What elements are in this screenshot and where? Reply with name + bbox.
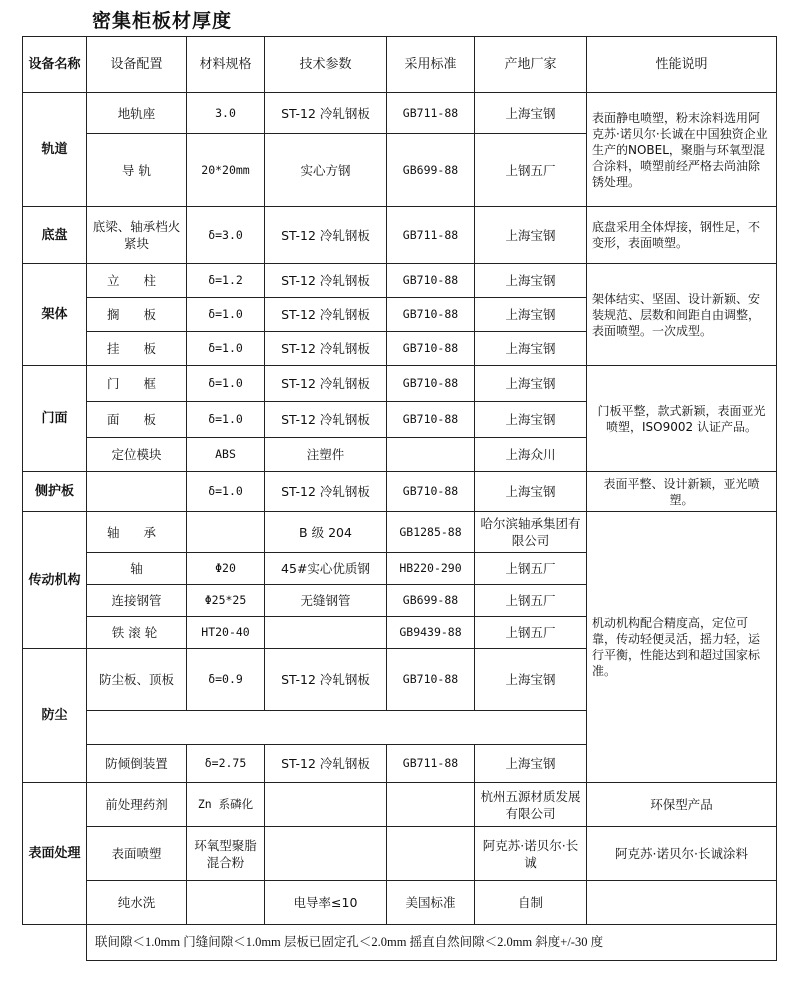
table-row (23, 512, 777, 553)
cell-maker: 上钢五厂 (475, 134, 587, 207)
category-side: 侧护板 (23, 472, 87, 512)
footer-text: 联间隙＜1.0mm 门缝间隙＜1.0mm 层板已固定孔＜2.0mm 摇直自然间隙＜2.0mm 斜度+/-30 度 (87, 925, 777, 961)
cell-tech: ST-12 冷轧钢板 (265, 332, 387, 366)
cell-spec: HT20-40 (187, 617, 265, 649)
cell-spec: δ=1.0 (187, 402, 265, 438)
cell-standard: GB1285-88 (387, 512, 475, 553)
cell-standard (387, 783, 475, 827)
cell-tech: B 级 204 (265, 512, 387, 553)
header-spec: 材料规格 (187, 37, 265, 93)
category-frame: 架体 (23, 264, 87, 366)
cell-spec: δ=2.75 (187, 745, 265, 783)
cell-standard: GB710-88 (387, 264, 475, 298)
cell-tech: 电导率≤10 (265, 881, 387, 925)
cell-config: 面 板 (87, 402, 187, 438)
note-side: 表面平整、设计新颖，亚光喷塑。 (587, 472, 777, 512)
page-title: 密集柜板材厚度 (92, 10, 233, 32)
cell-standard: 美国标准 (387, 881, 475, 925)
cell-standard: GB710-88 (387, 332, 475, 366)
cell-spec: 环氧型聚脂混合粉 (187, 827, 265, 881)
cell-tech: 45#实心优质钢 (265, 553, 387, 585)
footer-blank (23, 925, 87, 961)
cell-maker: 上钢五厂 (475, 585, 587, 617)
cell-spec: δ=0.9 (187, 649, 265, 711)
cell-tech: ST-12 冷轧钢板 (265, 207, 387, 264)
cell-spec: Zn 系磷化 (187, 783, 265, 827)
cell-maker: 上海宝钢 (475, 745, 587, 783)
cell-config: 挂 板 (87, 332, 187, 366)
cell-config: 门 框 (87, 366, 187, 402)
cell-tech: ST-12 冷轧钢板 (265, 366, 387, 402)
cell-tech (265, 617, 387, 649)
cell-maker: 上海宝钢 (475, 332, 587, 366)
cell-standard: GB699-88 (387, 585, 475, 617)
cell-standard: GB710-88 (387, 649, 475, 711)
cell-tech: 无缝钢管 (265, 585, 387, 617)
note-chassis: 底盘采用全体焊接，钢性足，不变形，表面喷塑。 (587, 207, 777, 264)
cell-spec: δ=1.0 (187, 366, 265, 402)
cell-config: 立 柱 (87, 264, 187, 298)
cell-perf: 阿克苏·诺贝尔·长诚涂料 (587, 827, 777, 881)
cell-config: 防尘板、顶板 (87, 649, 187, 711)
cell-spec: δ=1.0 (187, 472, 265, 512)
cell-standard: GB9439-88 (387, 617, 475, 649)
header-row (23, 37, 777, 93)
cell-standard: GB699-88 (387, 134, 475, 207)
cell-spec: Φ20 (187, 553, 265, 585)
cell-tech: 注塑件 (265, 438, 387, 472)
cell-config: 导 轨 (87, 134, 187, 207)
cell-spec: δ=3.0 (187, 207, 265, 264)
cell-maker: 上海众川 (475, 438, 587, 472)
table-row (23, 783, 777, 827)
cell-maker: 自制 (475, 881, 587, 925)
table-row (23, 264, 777, 298)
cell-maker: 上海宝钢 (475, 264, 587, 298)
table-row (23, 366, 777, 402)
table-row (23, 827, 777, 881)
cell-maker: 上钢五厂 (475, 553, 587, 585)
cell-standard (387, 827, 475, 881)
cell-standard: HB220-290 (387, 553, 475, 585)
table-row (23, 881, 777, 925)
cell-maker: 阿克苏·诺贝尔·长诚 (475, 827, 587, 881)
category-track: 轨道 (23, 93, 87, 207)
cell-config: 纯水洗 (87, 881, 187, 925)
cell-tech: ST-12 冷轧钢板 (265, 745, 387, 783)
cell-spec: δ=1.0 (187, 298, 265, 332)
table-row (23, 93, 777, 134)
cell-maker: 上海宝钢 (475, 649, 587, 711)
cell-maker: 上海宝钢 (475, 402, 587, 438)
cell-perf: 环保型产品 (587, 783, 777, 827)
cell-tech: ST-12 冷轧钢板 (265, 472, 387, 512)
cell-tech: ST-12 冷轧钢板 (265, 402, 387, 438)
cell-maker: 上海宝钢 (475, 207, 587, 264)
cell-config: 搁 板 (87, 298, 187, 332)
cell-tech: 实心方钢 (265, 134, 387, 207)
cell-tech: ST-12 冷轧钢板 (265, 298, 387, 332)
category-chassis: 底盘 (23, 207, 87, 264)
category-door: 门面 (23, 366, 87, 472)
note-frame: 架体结实、坚固、设计新颖、安装规范、层数和间距自由调整，表面喷塑。一次成型。 (587, 264, 777, 366)
header-standard: 采用标准 (387, 37, 475, 93)
cell-config: 定位模块 (87, 438, 187, 472)
cell-tech (265, 827, 387, 881)
cell-spec: δ=1.0 (187, 332, 265, 366)
category-drive: 传动机构 (23, 512, 87, 649)
cell-maker: 上海宝钢 (475, 298, 587, 332)
cell-config: 轴 承 (87, 512, 187, 553)
cell-standard: GB711-88 (387, 745, 475, 783)
header-tech: 技术参数 (265, 37, 387, 93)
cell-spec: Φ25*25 (187, 585, 265, 617)
note-door: 门板平整，款式新颖，表面亚光喷塑，ISO9002 认证产品。 (587, 366, 777, 472)
header-config: 设备配置 (87, 37, 187, 93)
empty-cell (87, 711, 587, 745)
cell-config: 防倾倒装置 (87, 745, 187, 783)
spec-table (22, 36, 777, 961)
cell-standard: GB710-88 (387, 298, 475, 332)
cell-tech: ST-12 冷轧钢板 (265, 649, 387, 711)
cell-maker: 上海宝钢 (475, 472, 587, 512)
cell-standard: GB711-88 (387, 207, 475, 264)
cell-maker: 杭州五源材质发展有限公司 (475, 783, 587, 827)
cell-standard: GB711-88 (387, 93, 475, 134)
header-equipment-name: 设备名称 (23, 37, 87, 93)
cell-spec: δ=1.2 (187, 264, 265, 298)
cell-maker: 上海宝钢 (475, 93, 587, 134)
cell-tech: ST-12 冷轧钢板 (265, 264, 387, 298)
cell-maker: 上钢五厂 (475, 617, 587, 649)
cell-config: 铁滚轮 (87, 617, 187, 649)
cell-config (87, 472, 187, 512)
cell-spec (187, 512, 265, 553)
cell-spec (187, 881, 265, 925)
cell-tech: ST-12 冷轧钢板 (265, 93, 387, 134)
cell-maker: 上海宝钢 (475, 366, 587, 402)
cell-spec: 20*20mm (187, 134, 265, 207)
cell-tech (265, 783, 387, 827)
header-perf: 性能说明 (587, 37, 777, 93)
cell-config: 轴 (87, 553, 187, 585)
cell-config: 地轨座 (87, 93, 187, 134)
table-row (23, 472, 777, 512)
cell-config: 表面喷塑 (87, 827, 187, 881)
cell-config: 底梁、轴承档火紧块 (87, 207, 187, 264)
cell-spec: ABS (187, 438, 265, 472)
cell-spec: 3.0 (187, 93, 265, 134)
cell-config: 连接钢管 (87, 585, 187, 617)
cell-config: 前处理药剂 (87, 783, 187, 827)
note-track: 表面静电喷塑，粉末涂料选用阿克苏·诺贝尔·长诚在中国独资企业生产的NOBEL，聚脂与环氧型混合涂料，喷塑前经严格去尚油除锈处理。 (587, 93, 777, 207)
footer-row (23, 925, 777, 961)
cell-standard: GB710-88 (387, 366, 475, 402)
cell-standard (387, 438, 475, 472)
category-surface: 表面处理 (23, 783, 87, 925)
category-dust: 防尘 (23, 649, 87, 783)
cell-perf (587, 881, 777, 925)
cell-standard: GB710-88 (387, 472, 475, 512)
header-maker: 产地厂家 (475, 37, 587, 93)
cell-maker: 哈尔滨轴承集团有限公司 (475, 512, 587, 553)
cell-standard: GB710-88 (387, 402, 475, 438)
note-drive: 机动机构配合精度高，定位可靠，传动轻便灵活，摇力轻，运行平衡，性能达到和超过国家标准。 (587, 512, 777, 783)
table-row (23, 207, 777, 264)
